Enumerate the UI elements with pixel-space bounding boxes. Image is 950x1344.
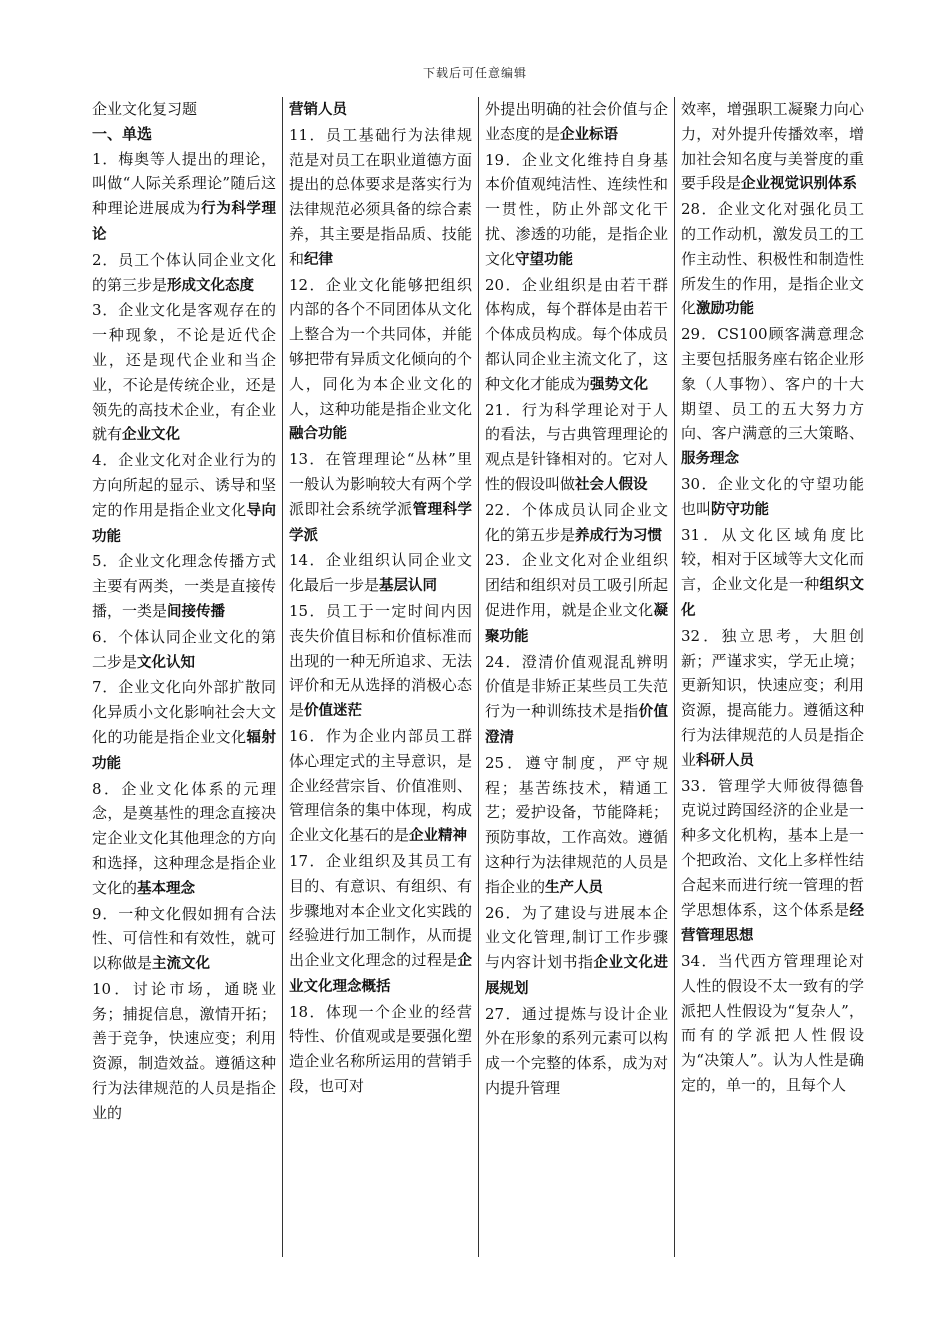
question-item — [289, 447, 472, 548]
answer-text: 企业文化 — [122, 427, 181, 444]
answer-text: 企业精神 — [409, 828, 468, 845]
question-item — [289, 548, 472, 599]
question-item — [92, 298, 276, 448]
question-item — [289, 1000, 472, 1099]
answer-text: 科研人员 — [696, 752, 755, 769]
question-text: 13．在管理理论“丛林”里一般认为影响较大有两个学派即社会系统学派 — [289, 450, 472, 518]
question-text: 28．企业文化对强化员工的工作动机，激发员工的工作主动性、积极性和制造性所发生的作用，是指企业文化 — [681, 200, 864, 318]
question-item — [289, 724, 472, 849]
question-text: 8．企业文化体系的元理念，是奠基性的理念直接决定企业文化其他理念的方向和选择，这种理念是指企业文化的 — [92, 779, 276, 897]
question-item — [485, 548, 668, 649]
answer-text: 行为科学理论 — [92, 201, 276, 243]
question-text: 7．企业文化向外部扩散同化异质小文化影响社会大文化的功能是指企业文化 — [92, 678, 276, 746]
question-text: 21．行为科学理论对于人的看法，与古典管理理论的观点是针锋相对的。它对人性的假设叫做 — [485, 400, 668, 493]
column-items — [681, 97, 864, 1098]
answer-text: 凝聚功能 — [485, 602, 668, 645]
question-item — [681, 197, 864, 322]
question-item — [681, 472, 864, 523]
question-text: 24．澄清价值观混乱辨明价值是非矫正某些员工失范行为一种训练技术是指 — [485, 652, 668, 721]
question-item — [92, 448, 276, 549]
column-4 — [674, 97, 870, 1257]
question-item — [681, 322, 864, 472]
document-title: 企业文化复习题 — [92, 100, 198, 118]
answer-text: 价值澄清 — [485, 704, 668, 746]
text-columns — [86, 97, 870, 1257]
question-item — [92, 902, 276, 977]
page-header: 下载后可任意编辑 — [422, 66, 527, 80]
section-heading: 一、单选 — [92, 124, 153, 143]
question-text: 30．企业文化的守望功能也叫 — [681, 474, 864, 518]
question-item — [485, 901, 668, 1002]
question-item — [92, 977, 276, 1126]
column-1 — [86, 97, 282, 1257]
question-text: 22．个体成员认同企业文化的第五步是 — [485, 500, 668, 544]
question-item — [289, 849, 472, 1000]
question-item — [485, 97, 668, 148]
question-item — [485, 498, 668, 549]
question-item — [485, 148, 668, 273]
question-item — [289, 599, 472, 724]
answer-text: 融合功能 — [289, 426, 347, 443]
question-text: 6．个体认同企业文化的第二步是 — [92, 627, 276, 671]
question-text: 10．讨论市场，通晓业务；捕捉信息，激情开拓；善于竞争，快速应变；利用资源，制造效益。遵循这种行为法律规范的人员是指企业的 — [92, 979, 276, 1122]
question-item — [92, 549, 276, 624]
question-text: 12．企业文化能够把组织内部的各个不同团体从文化上整合为一个共同体，并能够把带有异质文化倾向的个人，同化为本企业文化的人，这种功能是指企业文化 — [289, 275, 472, 418]
answer-text: 企业标语 — [560, 126, 619, 143]
question-text: 20．企业组织是由若干群体构成，每个群体是由若干个体成员构成。每个体成员都认同企业主流文化了，这种文化才能成为 — [485, 275, 668, 393]
answer-text: 企业文化进展规划 — [485, 955, 668, 997]
question-item — [485, 1002, 668, 1101]
column-items — [92, 147, 276, 1126]
answer-text: 生产人员 — [545, 879, 604, 896]
answer-text: 组织文化 — [681, 577, 864, 619]
answer-text: 养成行为习惯 — [575, 527, 663, 544]
answer-text: 主流文化 — [152, 956, 211, 973]
question-text: 15．员工于一定时间内因丧失价值目标和价值标准而出现的一种无所追求、无法评价和无从选择的消极心态是 — [289, 601, 472, 720]
question-text: 效率，增强职工凝聚力向心力，对外提升传播效率，增加社会知名度与美誉度的重要手段是 — [681, 100, 864, 193]
question-text: 19．企业文化维持自身基本价值观纯洁性、连续性和一贯性，防止外部文化干扰、渗透的功能，是指企业文化 — [485, 150, 668, 268]
answer-text: 间接传播 — [167, 603, 226, 620]
question-item — [92, 777, 276, 902]
question-text: 26．为了建设与进展本企业文化管理,制订工作步骤与内容计划书指 — [485, 903, 668, 972]
question-text: 17．企业组织及其员工有目的、有意识、有组织、有步骤地对本企业文化实践的经验进行加工制作，从而提出企业文化理念的过程是 — [289, 851, 472, 970]
answer-text: 价值迷茫 — [304, 703, 363, 720]
answer-text: 服务理念 — [681, 451, 739, 468]
question-text: 32．独立思考，大胆创新；严谨求实，学无止境；更新知识，快速应变；利用资源，提高能力。遵循这种行为法律规范的人员是指企业 — [681, 626, 864, 769]
column-items — [485, 97, 668, 1101]
question-text: 33．管理学大师彼得德鲁克说过跨国经济的企业是一种多文化机构，基本上是一个把政治、文化上多样性结合起来而进行统一管理的哲学思想体系，这个体系是 — [681, 776, 864, 919]
question-item — [289, 97, 472, 123]
answer-text: 防守功能 — [711, 501, 770, 518]
question-text: 1．梅奥等人提出的理论，叫做“人际关系理论”随后这种理论进展成为 — [92, 149, 276, 218]
question-text: 27．通过提炼与设计企业外在形象的系列元素可以构成一个完整的体系，成为对内提升管理 — [485, 1004, 668, 1098]
question-text: 3．企业文化是客观存在的一种现象，不论是近代企业，还是现代企业和当企业，不论是传统企业，还是领先的高技术企业，有企业就有 — [92, 301, 276, 444]
question-text: 4．企业文化对企业行为的方向所起的显示、诱导和坚定的作用是指企业文化 — [92, 451, 276, 519]
answer-text: 激励功能 — [696, 301, 755, 318]
answer-text: 文化认知 — [137, 654, 196, 671]
question-text: 16．作为企业内部员工群体心理定式的主导意识，是企业经营宗旨、价值准则、管理信条的集中体现，构成企业文化基石的是 — [289, 726, 472, 845]
question-item — [289, 123, 472, 273]
question-text: 25．遵守制度，严守规程；基苦练技术，精通工艺；爱护设备，节能降耗；预防事故，工作高效。遵循这种行为法律规范的人员是指企业的 — [485, 753, 668, 896]
question-text: 23．企业文化对企业组织团结和组织对员工吸引所起促进作用，就是企业文化 — [485, 551, 668, 619]
answer-text: 经营管理思想 — [681, 902, 864, 945]
answer-text: 社会人假设 — [575, 476, 648, 493]
question-text: 31．从文化区域角度比较，相对于区域等大文化而言，企业文化是一种 — [681, 525, 864, 594]
answer-text: 企业文化理念概括 — [289, 953, 472, 995]
question-item — [92, 675, 276, 776]
answer-text: 导向功能 — [92, 502, 276, 545]
question-text: 29．CS100顾客满意理念主要包括服务座右铭企业形象（人事物）、客户的十大期望、员工的五大努力方向、客户满意的三大策略、 — [681, 325, 864, 443]
question-item — [485, 751, 668, 901]
answer-text: 形成文化态度 — [167, 277, 255, 294]
answer-text: 基层认同 — [379, 578, 438, 595]
answer-text: 营销人员 — [289, 102, 347, 118]
answer-text: 管理科学学派 — [289, 501, 472, 544]
question-item — [485, 273, 668, 398]
question-item — [92, 147, 276, 248]
question-item — [92, 625, 276, 676]
question-item — [681, 624, 864, 774]
question-item — [681, 774, 864, 950]
column-2 — [282, 97, 478, 1257]
question-item — [681, 97, 864, 197]
question-item — [485, 398, 668, 498]
answer-text: 纪律 — [304, 251, 334, 268]
answer-text: 辐射功能 — [92, 729, 276, 772]
question-text: 18．体现一个企业的经营特性、价值观或是要强化塑造企业名称所运用的营销手段，也可对 — [289, 1002, 472, 1096]
answer-text: 基本理念 — [137, 880, 196, 897]
question-item — [485, 650, 668, 751]
question-item — [289, 273, 472, 448]
question-text: 5．企业文化理念传播方式主要有两类，一类是直接传播，一类是 — [92, 552, 276, 620]
question-item — [681, 949, 864, 1098]
question-text: 外提出明确的社会价值与企业态度的是 — [485, 100, 668, 143]
question-item — [681, 523, 864, 624]
column-items — [289, 97, 472, 1099]
question-text: 9．一种文化假如拥有合法性、可信性和有效性，就可以称做是 — [92, 904, 276, 973]
answer-text: 强势文化 — [590, 376, 649, 393]
column-3 — [478, 97, 674, 1257]
question-text: 2．员工个体认同企业文化的第三步是 — [92, 250, 276, 294]
answer-text: 企业视觉识别体系 — [741, 176, 858, 193]
question-text: 11．员工基础行为法律规范是对员工在职业道德方面提出的总体要求是落实行为法律规范必须具备的综合素养，其主要是指品质、技能和 — [289, 125, 472, 268]
question-item — [92, 248, 276, 299]
question-text: 34．当代西方管理理论对人性的假设不太一致有的学派把人性假设为“复杂人”，而有的学派把人性假设为“决策人”。认为人性是确定的，单一的，且每个人 — [681, 952, 864, 1095]
answer-text: 守望功能 — [515, 251, 574, 268]
question-text: 14．企业组织认同企业文化最后一步是 — [289, 551, 472, 595]
